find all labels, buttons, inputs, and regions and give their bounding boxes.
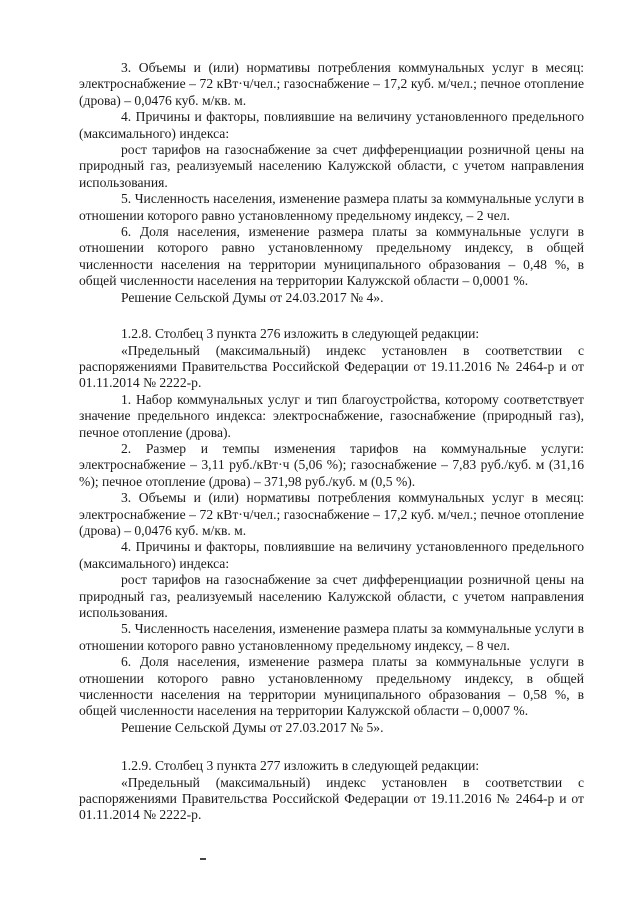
paragraph-tariff-rates: 2. Размер и темпы изменения тарифов на коммунальные услуги: электроснабжение – 3,11 руб./кВт·ч (5,06 %); газоснабжение – 7,83 руб./куб. м (31,16 %); печное отопление (дрова) – 371,98 руб./куб. м (0,5 %). bbox=[79, 440, 584, 489]
section-heading-1-2-8: 1.2.8. Столбец 3 пункта 276 изложить в следующей редакции: bbox=[121, 326, 480, 342]
paragraph-population: 5. Численность населения, изменение размера платы за коммунальные услуги в отношении которого равно установленному предельному индексу, – 2 чел. bbox=[79, 191, 584, 223]
paragraph-population-share: 6. Доля населения, изменение размера платы за коммунальные услуги в отношении которого равно установленному предельному индексу, в общей численности населения на территории муниципального образования – 0,58 %, в общей численности населения на территории Калужской области – 0,0007 %. bbox=[79, 654, 584, 719]
scan-mark bbox=[200, 858, 206, 860]
paragraph-population: 5. Численность населения, изменение размера платы за коммунальные услуги в отношении которого равно установленному предельному индексу, – 8 чел. bbox=[79, 621, 584, 653]
paragraph-volumes: 3. Объемы и (или) нормативы потребления коммунальных услуг в месяц: электроснабжение – 72 кВт·ч/чел.; газоснабжение – 17,2 куб. м/чел.; печное отопление (дрова) – 0,0476 куб. м/кв. м. bbox=[79, 490, 584, 538]
section-heading-1-2-9: 1.2.9. Столбец 3 пункта 277 изложить в следующей редакции: bbox=[121, 758, 480, 774]
paragraph-decision: Решение Сельской Думы от 24.03.2017 № 4». bbox=[121, 289, 384, 305]
paragraph-decision: Решение Сельской Думы от 27.03.2017 № 5». bbox=[121, 719, 384, 735]
paragraph-reasons: 4. Причины и факторы, повлиявшие на величину установленного предельного (максимального) индекса: bbox=[79, 109, 584, 141]
paragraph-volumes: 3. Объемы и (или) нормативы потребления коммунальных услуг в месяц: электроснабжение – 72 кВт·ч/чел.; газоснабжение – 17,2 куб. м/чел.; печное отопление (дрова) – 0,0476 куб. м/кв. м. bbox=[79, 60, 584, 108]
paragraph-index-established: «Предельный (максимальный) индекс установлен в соответствии с распоряжениями Правительства Российской Федерации от 19.11.2016 № 2464-р и от 01.11.2014 № 2222-р. bbox=[79, 774, 584, 823]
paragraph-index-established: «Предельный (максимальный) индекс установлен в соответствии с распоряжениями Правительства Российской Федерации от 19.11.2016 № 2464-р и от 01.11.2014 № 2222-р. bbox=[79, 342, 584, 391]
paragraph-reasons: 4. Причины и факторы, повлиявшие на величину установленного предельного (максимального) индекса: bbox=[79, 539, 584, 571]
paragraph-tariff-growth: рост тарифов на газоснабжение за счет дифференциации розничной цены на природный газ, реализуемый населению Калужской области, с учетом направления использования. bbox=[79, 142, 584, 190]
paragraph-tariff-growth: рост тарифов на газоснабжение за счет дифференциации розничной цены на природный газ, реализуемый населению Калужской области, с учетом направления использования. bbox=[79, 572, 584, 620]
paragraph-services-set: 1. Набор коммунальных услуг и тип благоустройства, которому соответствует значение предельного индекса: электроснабжение, газоснабжение (природный газ), печное отопление (дрова). bbox=[79, 391, 584, 440]
paragraph-population-share: 6. Доля населения, изменение размера платы за коммунальные услуги в отношении которого равно установленному предельному индексу, в общей численности населения на территории муниципального образования – 0,48 %, в общей численности населения на территории Калужской области – 0,0001 %. bbox=[79, 224, 584, 289]
